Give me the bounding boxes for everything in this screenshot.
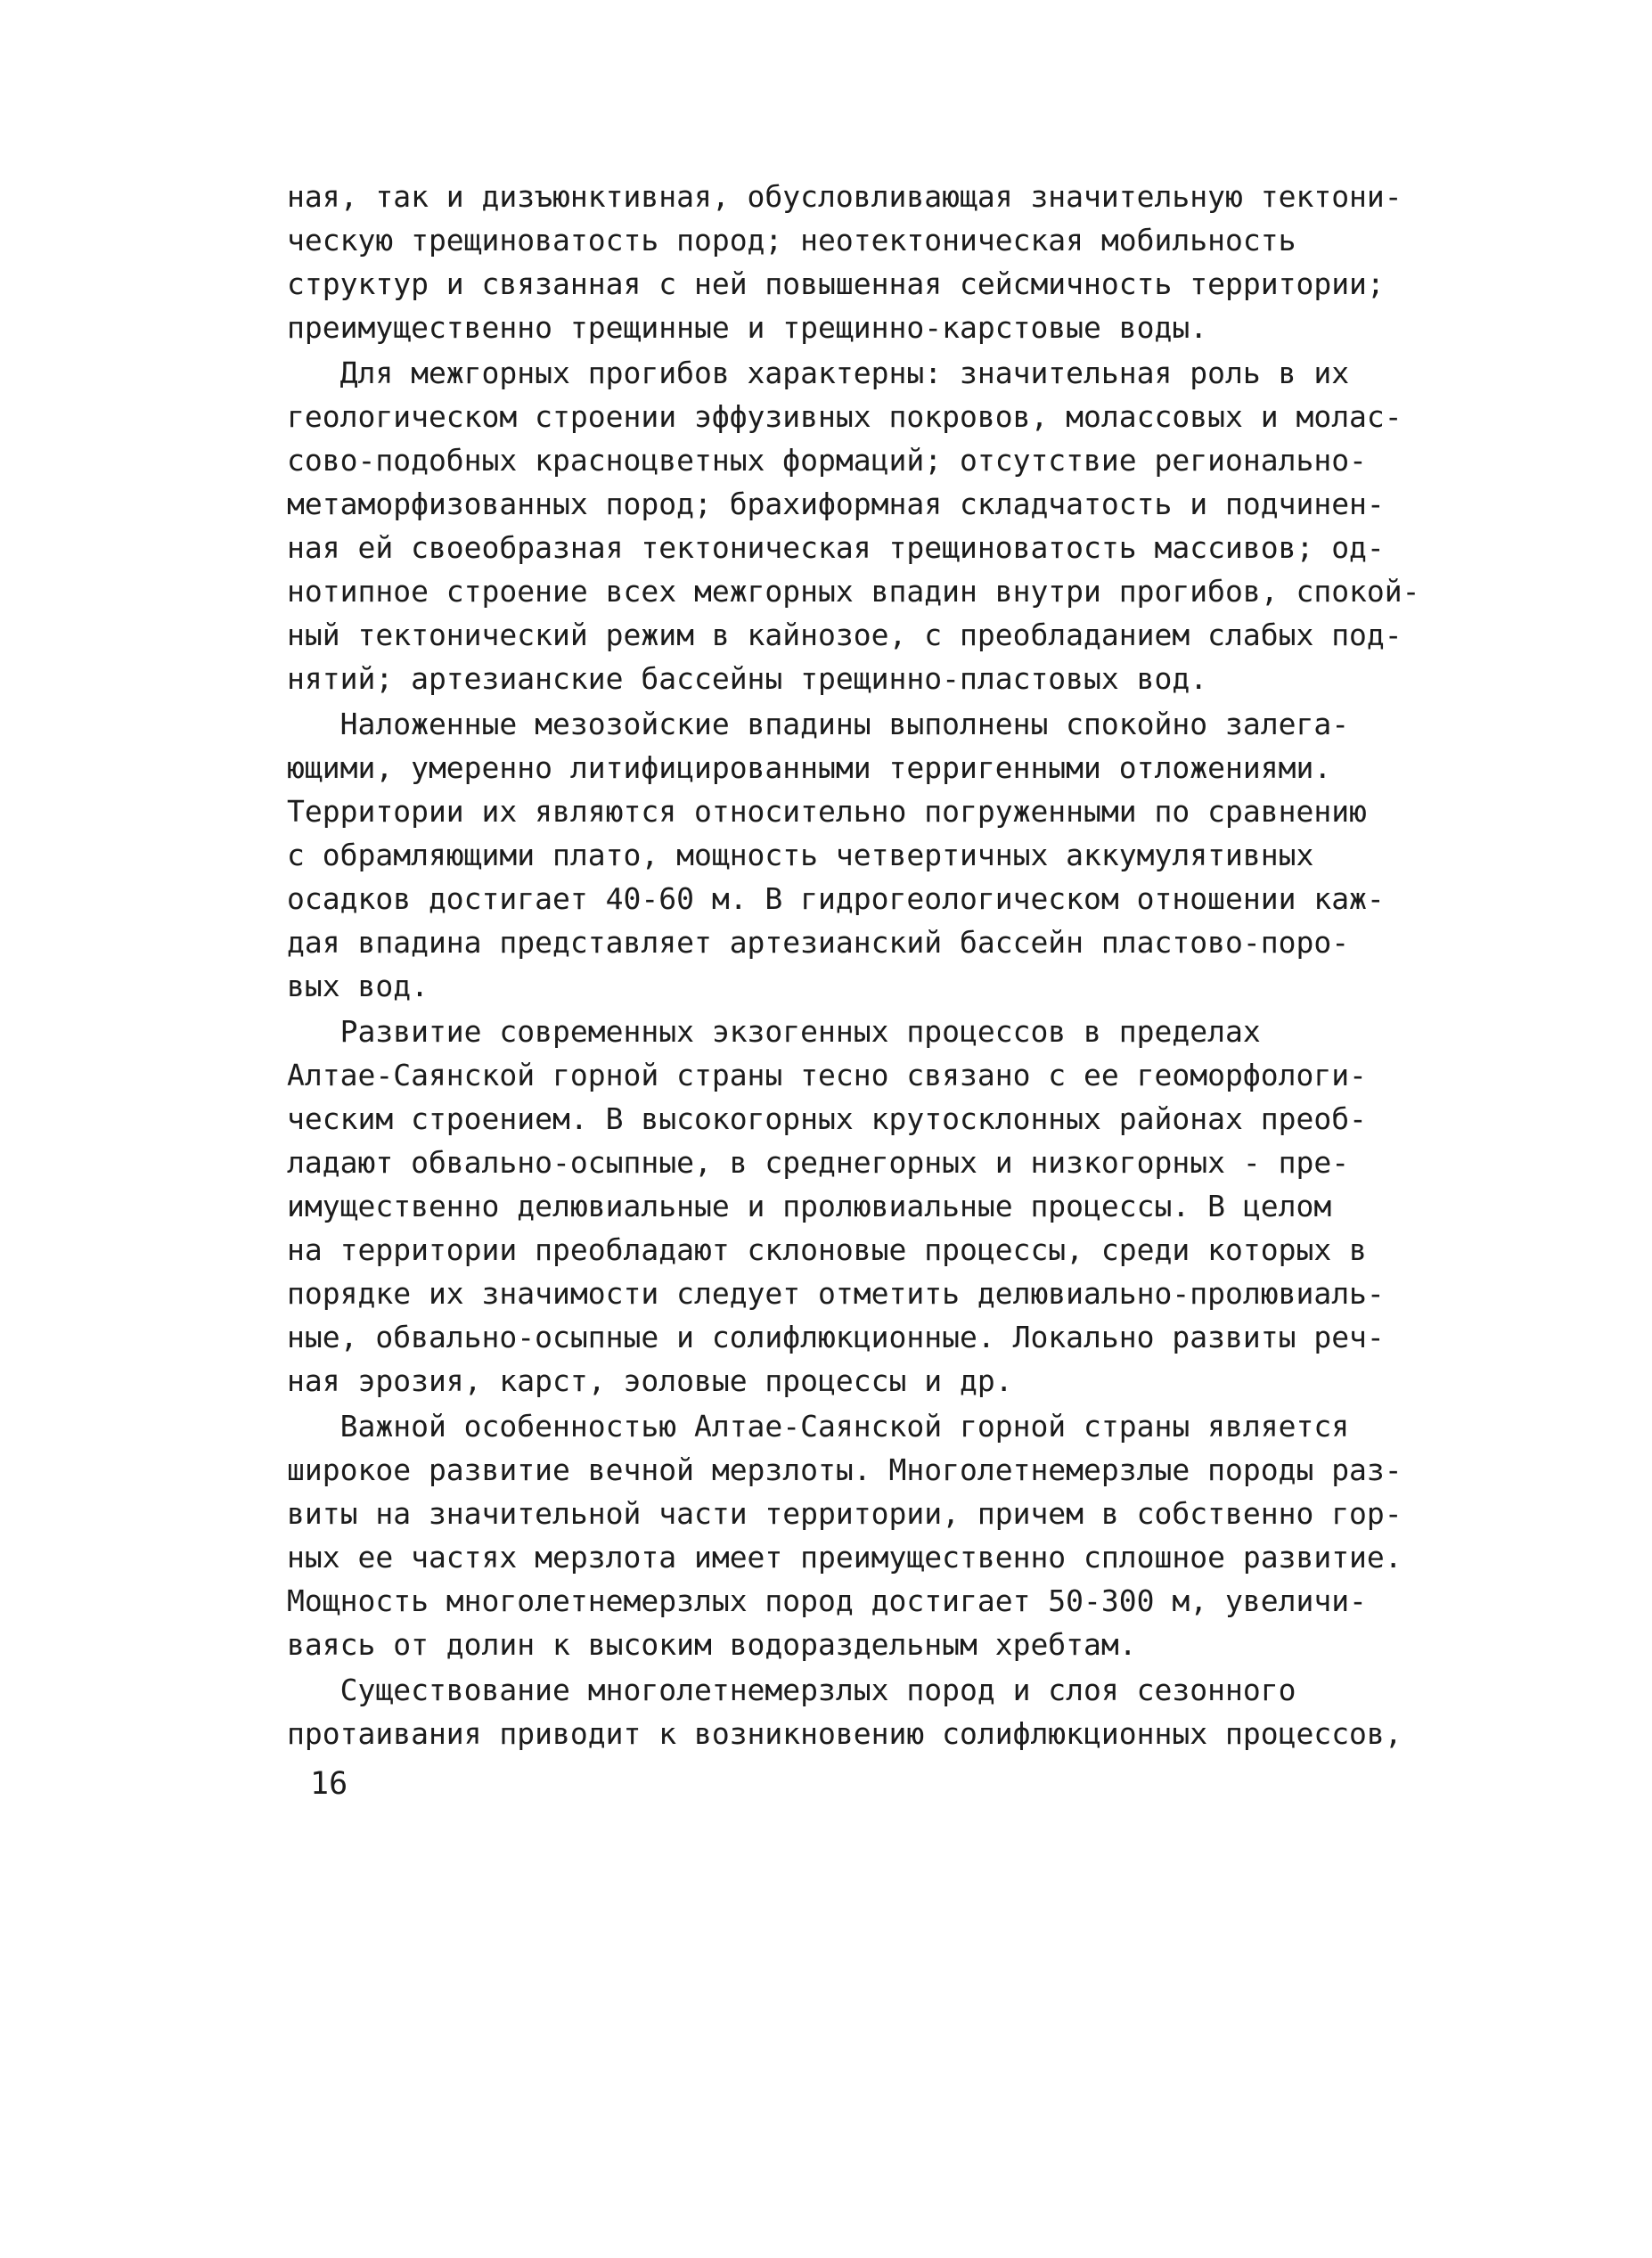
text-line: с обрамляющими плато, мощность четвертичных аккумулятивных <box>287 838 1314 872</box>
text-line: Алтае-Саянской горной страны тесно связано с ее геоморфологи- <box>287 1058 1367 1092</box>
paragraph-2 <box>287 351 1445 700</box>
text-line: Мощность многолетнемерзлых пород достигает 50-300 м, увеличи- <box>287 1583 1367 1618</box>
text-line: широкое развитие вечной мерзлоты. Многолетнемерзлые породы раз- <box>287 1452 1403 1487</box>
text-line: порядке их значимости следует отметить делювиально-пролювиаль- <box>287 1276 1385 1311</box>
text-line: осадков достигает 40-60 м. В гидрогеологическом отношении каж- <box>287 881 1385 916</box>
paragraph-4 <box>287 1010 1445 1403</box>
text-line: нятий; артезианские бассейны трещинно-пластовых вод. <box>287 661 1208 696</box>
text-line: виты на значительной части территории, причем в собственно гор- <box>287 1496 1403 1531</box>
text-line: Развитие современных экзогенных процессов в пределах <box>287 1014 1261 1049</box>
text-line: ющими, умеренно литифицированными терригенными отложениями. <box>287 750 1332 785</box>
text-line: нотипное строение всех межгорных впадин внутри прогибов, спокой- <box>287 574 1420 609</box>
text-line: Территории их являются относительно погруженными по сравнению <box>287 794 1367 829</box>
text-line: Наложенные мезозойские впадины выполнены спокойно залега- <box>287 707 1350 741</box>
text-line: ных ее частях мерзлота имеет преимущественно сплошное развитие. <box>287 1540 1403 1575</box>
text-line: ный тектонический режим в кайнозое, с преобладанием слабых под- <box>287 618 1403 652</box>
text-line: ная ей своеобразная тектоническая трещиноватость массивов; од- <box>287 530 1385 565</box>
text-line: Для межгорных прогибов характерны: значительная роль в их <box>287 356 1350 390</box>
paragraph-5 <box>287 1404 1445 1666</box>
text-line: ческим строением. В высокогорных крутосклонных районах преоб- <box>287 1101 1367 1136</box>
text-line: вых вод. <box>287 969 429 1003</box>
text-line: Важной особенностью Алтае-Саянской горной страны является <box>287 1409 1350 1444</box>
text-line: ческую трещиноватость пород; неотектоническая мобильность <box>287 223 1296 258</box>
text-line: метаморфизованных пород; брахиформная складчатость и подчинен- <box>287 487 1385 521</box>
text-line: Существование многолетнемерзлых пород и слоя сезонного <box>287 1673 1296 1707</box>
text-line: протаивания приводит к возникновению солифлюкционных процессов, <box>287 1716 1403 1751</box>
paragraph-6 <box>287 1668 1445 1755</box>
text-line: ные, обвально-осыпные и солифлюкционные. Локально развиты реч- <box>287 1320 1385 1354</box>
text-line: ваясь от долин к высоким водораздельным хребтам. <box>287 1627 1137 1662</box>
paragraph-3 <box>287 702 1445 1008</box>
page-number: 16 <box>310 1766 348 1802</box>
text-line: ная эрозия, карст, эоловые процессы и др. <box>287 1363 1013 1398</box>
paragraph-1 <box>287 175 1445 349</box>
text-line: ная, так и дизъюнктивная, обусловливающая значительную тектони- <box>287 179 1403 214</box>
text-line: сово-подобных красноцветных формаций; отсутствие регионально- <box>287 443 1367 478</box>
text-line: преимущественно трещинные и трещинно-карстовые воды. <box>287 310 1208 345</box>
text-line: имущественно делювиальные и пролювиальные процессы. В целом <box>287 1189 1332 1223</box>
text-line: геологическом строении эффузивных покровов, молассовых и молас- <box>287 399 1403 434</box>
text-line: на территории преобладают склоновые процессы, среди которых в <box>287 1232 1367 1267</box>
body-text <box>287 175 1445 1755</box>
text-line: структур и связанная с ней повышенная сейсмичность территории; <box>287 266 1385 301</box>
text-line: ладают обвально-осыпные, в среднегорных и низкогорных - пре- <box>287 1145 1350 1180</box>
text-line: дая впадина представляет артезианский бассейн пластово-поро- <box>287 925 1350 960</box>
